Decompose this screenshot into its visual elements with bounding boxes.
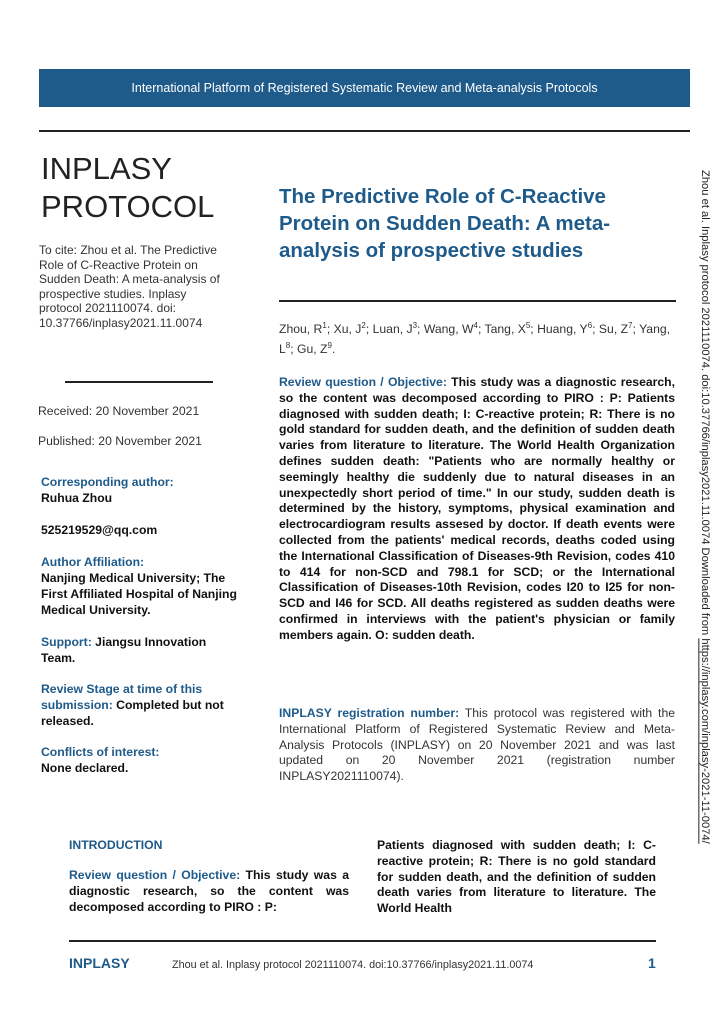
conflicts-label: Conflicts of interest: <box>41 745 160 759</box>
registration <box>279 706 675 785</box>
page-number: 1 <box>648 955 656 971</box>
header-banner: International Platform of Registered Systematic Review and Meta-analysis Protocols <box>39 69 690 107</box>
email <box>41 522 241 538</box>
intro-label: Review question / Objective: <box>69 868 241 882</box>
intro-left-text: This study was a diagnostic research, so the content was decomposed according to PIRO : P: <box>69 868 349 914</box>
affiliation-text: Nanjing Medical University; The First Affiliated Hospital of Nanjing Medical University. <box>41 571 237 617</box>
footer-citation: Zhou et al. Inplasy protocol 2021110074. doi:10.37766/inplasy2021.11.0074 <box>172 959 534 971</box>
review-stage-text: Completed but not released. <box>41 698 224 728</box>
footer-brand: INPLASY <box>69 955 130 971</box>
protocol-label: INPLASY PROTOCOL <box>41 151 215 224</box>
author: Luan, J <box>372 322 413 337</box>
intro-left-column <box>69 868 349 915</box>
support <box>41 634 241 666</box>
author-list: Zhou, $R^1$; Xu, $J^2$; Luan, $J^3$; Wang, $W^4$; Tang, $X^5$; Huang, $Y^6$; Su, $Z^7$; Yang, $L^8$; Gu, $Z^9$. <box>279 321 671 356</box>
intro-right-column: Patients diagnosed with sudden death; I: C-reactive protein; R: There is no gold standard for sudden death, and the definition of sudden death varies from literature to literature. The World Health <box>377 838 656 916</box>
corresponding-author-label: Corresponding author: <box>41 475 174 489</box>
side-download-note <box>699 170 711 844</box>
author: Su, Z <box>598 322 629 337</box>
divider <box>69 940 656 942</box>
author: Wang, W <box>423 322 474 337</box>
citation-text: To cite: Zhou et al. The Predictive Role of C-Reactive Protein on Sudden Death: A meta-analysis of prospective studies. Inplasy protocol 2021110074. doi: 10.37766/inplasy2021.11.0074 <box>39 243 220 330</box>
download-link[interactable]: https://inplasy.com/inplasy-2021-11-0074/ <box>699 638 711 844</box>
support-label: Support: <box>41 635 92 649</box>
conflicts-of-interest <box>41 744 241 776</box>
author: Yang, L <box>279 322 671 356</box>
author: Huang, Y <box>537 322 588 337</box>
introduction-heading: INTRODUCTION <box>69 838 163 852</box>
paper-title: The Predictive Role of C-Reactive Protein on Sudden Death: A meta-analysis of prospective studies <box>279 185 611 262</box>
divider <box>39 130 690 132</box>
review-question <box>279 375 675 644</box>
affiliation-label: Author Affiliation: <box>41 555 145 569</box>
registration-label: INPLASY registration number: <box>279 706 460 720</box>
received-date: Received: 20 November 2021 <box>38 404 200 418</box>
review-question-label: Review question / Objective: <box>279 375 447 389</box>
support-text: Jiangsu Innovation Team. <box>41 635 207 665</box>
conflicts-text: None declared. <box>41 761 129 775</box>
review-question-text: This study was a diagnostic research, so the content was decomposed according to PIRO : P: Patients diagnosed with sudden death; I: C-reactive protein; R: There is no gold standard for sudden death, and the definition of sudden death varies from literature to literature. The World Health Organization defines sudden death: "Patients who are normally healthy or seemingly healthy die suddenly due to natural diseases in an unexpectedly short period of time." In our study, sudden death is determined by the history, symptoms, physical examination and electrocardiogram results assesed by doctor. If death events were collected from the patients' medical records, deaths coded using the International Classification of Diseases-9th Revision, codes 410 to 414 for non-SCD and 798.1 for SCD; or the International Classification of Diseases-10th Revision, codes I20 to I25 for non-SCD and I46 for SCD. All deaths registered as sudden deaths were confirmed in interviews with the patient's physician or family members again. O: sudden death. <box>279 375 675 642</box>
review-stage-label: Review Stage at time of this submission: <box>41 682 203 712</box>
author-affiliation <box>41 554 241 618</box>
review-stage <box>41 681 241 729</box>
corresponding-author <box>41 474 241 506</box>
published-date: Published: 20 November 2021 <box>38 434 202 448</box>
registration-text: This protocol was registered with the International Platform of Registered Systematic Review and Meta-Analysis Protocols (INPLASY) on 20 November 2021 and was last updated on 20 November 2021 (registration number INPLASY2021110074). <box>279 706 675 784</box>
author: Tang, X <box>484 322 526 337</box>
corresponding-author-name: Ruhua Zhou <box>41 491 113 505</box>
author: Zhou, R <box>279 322 323 337</box>
side-note-text: Zhou et al. Inplasy protocol 2021110074. doi:10.37766/inplasy2021.11.0074 Downloaded from <box>699 170 711 639</box>
email-address[interactable]: 525219529@qq.com <box>41 523 158 537</box>
author: Gu, Z <box>297 341 328 356</box>
divider <box>65 381 213 383</box>
divider <box>279 300 676 302</box>
author: Xu, J <box>333 322 362 337</box>
